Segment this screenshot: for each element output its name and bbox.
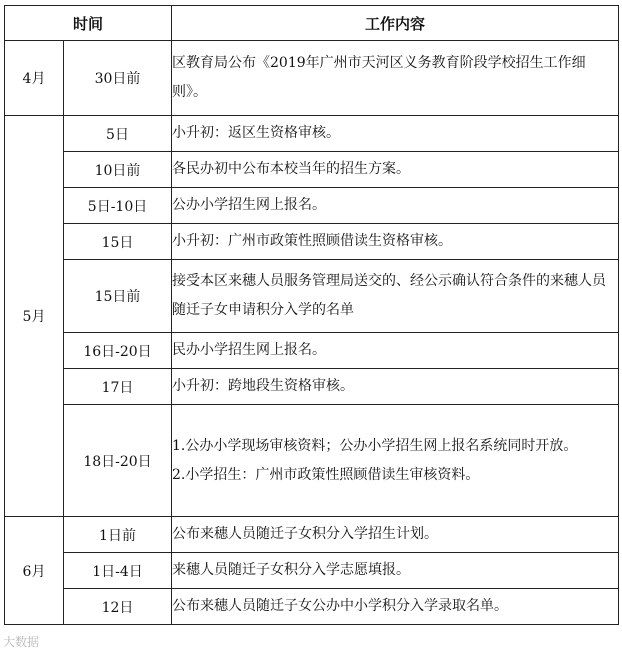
header-work-content: 工作内容 [172, 6, 619, 41]
date-cell: 12日 [64, 589, 172, 625]
content-cell: 民办小学招生网上报名。 [172, 333, 619, 369]
date-cell: 1日前 [64, 517, 172, 553]
content-cell: 各民办初中公布本校当年的招生方案。 [172, 152, 619, 188]
content-cell: 公办小学招生网上报名。 [172, 188, 619, 224]
table-row [5, 224, 619, 260]
table-row [5, 152, 619, 188]
content-cell: 小升初：跨地段生资格审核。 [172, 369, 619, 405]
table-row [5, 553, 619, 589]
content-cell [172, 405, 619, 517]
date-cell: 5日 [64, 116, 172, 152]
month-cell: 6月 [5, 517, 64, 625]
enrollment-schedule-table [4, 5, 619, 625]
content-cell: 区教育局公布《2019年广州市天河区义务教育阶段学校招生工作细则》。 [172, 41, 619, 116]
table-row [5, 116, 619, 152]
table-row [5, 517, 619, 553]
table-row [5, 41, 619, 116]
watermark-logo: 大数据 [3, 635, 40, 649]
table-row [5, 188, 619, 224]
table-row [5, 589, 619, 625]
month-cell: 5月 [5, 116, 64, 517]
header-time: 时间 [5, 6, 172, 41]
date-cell: 1日-4日 [64, 553, 172, 589]
content-cell: 接受本区来穗人员服务管理局送交的、经公示确认符合条件的来穗人员随迁子女申请积分入学的名单 [172, 260, 619, 333]
date-cell: 18日-20日 [64, 405, 172, 517]
table-row [5, 405, 619, 517]
date-cell: 15日 [64, 224, 172, 260]
table-row [5, 369, 619, 405]
content-cell: 公布来穗人员随迁子女公办中小学积分入学录取名单。 [172, 589, 619, 625]
content-paragraph: 2.小学招生：广州市政策性照顾借读生审核资料。 [172, 466, 480, 483]
table-row [5, 260, 619, 333]
table-row [5, 333, 619, 369]
content-paragraph: 1.公办小学现场审核资料；公办小学招生网上报名系统同时开放。 [172, 437, 578, 454]
date-cell: 10日前 [64, 152, 172, 188]
table-header-row [5, 6, 619, 41]
date-cell: 5日-10日 [64, 188, 172, 224]
content-cell: 来穗人员随迁子女积分入学志愿填报。 [172, 553, 619, 589]
content-cell: 公布来穗人员随迁子女积分入学招生计划。 [172, 517, 619, 553]
date-cell: 30日前 [64, 41, 172, 116]
month-cell: 4月 [5, 41, 64, 116]
date-cell: 16日-20日 [64, 333, 172, 369]
date-cell: 15日前 [64, 260, 172, 333]
date-cell: 17日 [64, 369, 172, 405]
content-cell: 小升初：广州市政策性照顾借读生资格审核。 [172, 224, 619, 260]
content-cell: 小升初：返区生资格审核。 [172, 116, 619, 152]
